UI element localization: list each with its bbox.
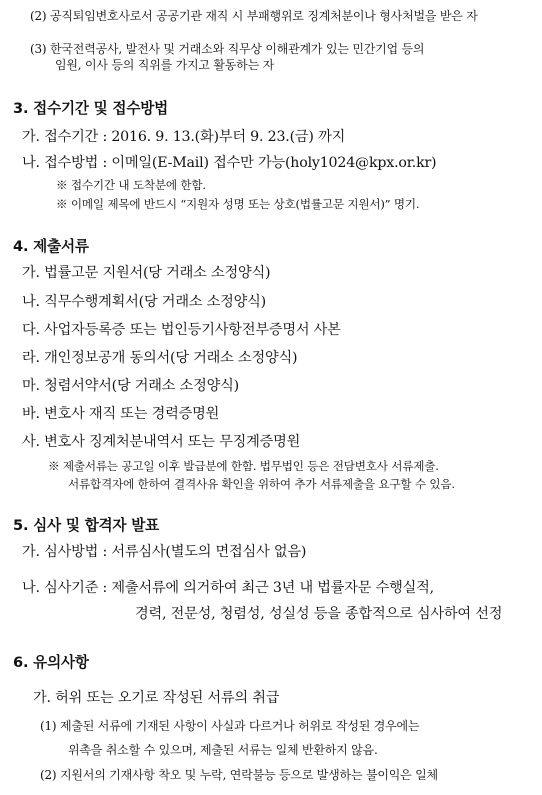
section-6-heading: 6. 유의사항 bbox=[13, 654, 89, 671]
section-4-ma: 마. 청렴서약서(당 거래소 소정양식) bbox=[22, 378, 239, 394]
section-4-ga: 가. 법률고문 지원서(당 거래소 소정양식) bbox=[22, 265, 271, 281]
section-5-heading: 5. 심사 및 합격자 발표 bbox=[13, 517, 160, 534]
section-4-sa: 사. 변호사 징계처분내역서 또는 무징계증명원 bbox=[22, 434, 301, 450]
item-3: (3) 한국전력공사, 발전사 및 거래소와 직무상 이해관계가 있는 민간기업 등의 bbox=[30, 42, 425, 56]
item-2: (2) 공직퇴임변호사로서 공공기관 재직 시 부패행위로 징계처분이나 형사처벌을 받은 자 bbox=[30, 9, 478, 23]
section-4-na: 나. 직무수행계획서(당 거래소 소정양식) bbox=[22, 294, 266, 310]
section-3-na: 나. 접수방법 : 이메일(E-Mail) 접수만 가능(holy1024@kpx.or.kr) bbox=[22, 155, 437, 171]
section-3-note-1: ※ 접수기간 내 도착분에 한함. bbox=[56, 178, 206, 192]
section-4-note-2: 서류합격자에 한하여 결격사유 확인을 위하여 추가 서류제출을 요구할 수 있음. bbox=[68, 477, 455, 491]
section-4-da: 다. 사업자등록증 또는 법인등기사항전부증명서 사본 bbox=[22, 322, 341, 338]
section-4-ba: 바. 변호사 재직 또는 경력증명원 bbox=[22, 406, 220, 422]
section-3-heading: 3. 접수기간 및 접수방법 bbox=[13, 100, 169, 117]
item-3-cont: 임원, 이사 등의 직위를 가지고 활동하는 자 bbox=[55, 58, 274, 72]
section-5-na: 나. 심사기준 : 제출서류에 의거하여 최근 3년 내 법률자문 수행실적, bbox=[22, 580, 434, 596]
section-6-item-1: (1) 제출된 서류에 기재된 사항이 사실과 다르거나 허위로 작성된 경우에는 bbox=[40, 719, 420, 733]
section-6-item-2: (2) 지원서의 기재사항 착오 및 누락, 연락불능 등으로 발생하는 불이익은 일체 bbox=[40, 768, 438, 782]
section-6-ga: 가. 허위 또는 오기로 작성된 서류의 취급 bbox=[33, 690, 280, 706]
section-4-ra: 라. 개인정보공개 동의서(당 거래소 소정양식) bbox=[22, 350, 298, 366]
section-3-ga: 가. 접수기간 : 2016. 9. 13.(화)부터 9. 23.(금) 까지 bbox=[22, 129, 346, 145]
section-5-ga: 가. 심사방법 : 서류심사(별도의 면접심사 없음) bbox=[22, 544, 307, 560]
section-3-note-2: ※ 이메일 제목에 반드시 “지원자 성명 또는 상호(법률고문 지원서)” 명기. bbox=[56, 197, 420, 211]
section-5-na-cont: 경력, 전문성, 청렴성, 성실성 등을 종합적으로 심사하여 선정 bbox=[135, 606, 503, 622]
section-4-note-1: ※ 제출서류는 공고일 이후 발급분에 한함. 법무법인 등은 전담변호사 서류제출. bbox=[48, 459, 439, 473]
section-4-heading: 4. 제출서류 bbox=[13, 238, 89, 255]
section-6-item-1-cont: 위촉을 취소할 수 있으며, 제출된 서류는 일체 반환하지 않음. bbox=[68, 743, 378, 757]
